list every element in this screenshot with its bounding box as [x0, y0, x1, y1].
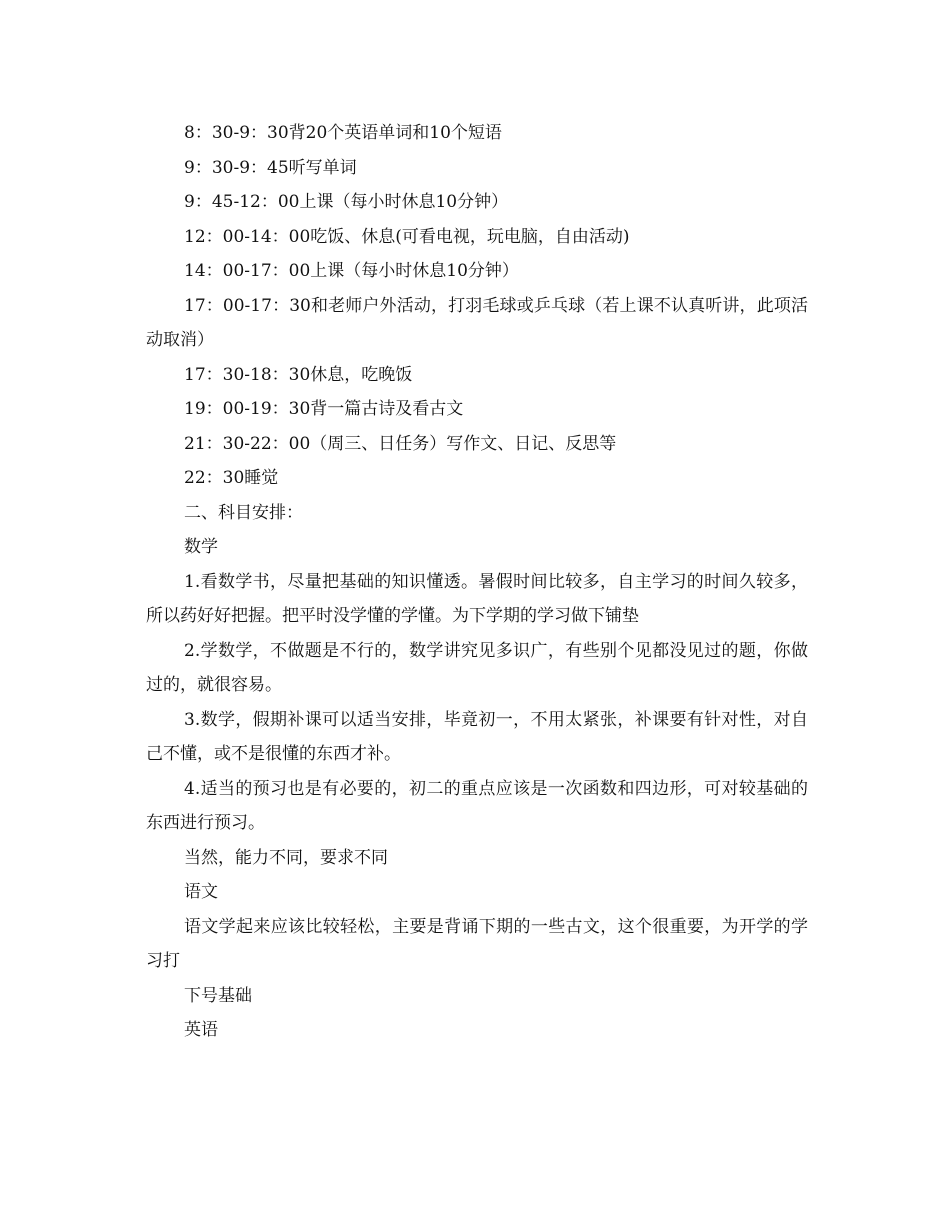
subject-heading-math: 数学 — [184, 537, 218, 557]
schedule-item-0830: 8：30-9：30背20个英语单词和10个短语 — [184, 123, 502, 143]
schedule-item-0945: 9：45-12：00上课（每小时休息10分钟） — [184, 192, 509, 212]
math-point-3: 3.数学，假期补课可以适当安排，毕竟初一，不用太紧张，补课要有针对性，对自己不懂，或不是很懂的东西才补。 — [146, 709, 808, 764]
schedule-item-1400: 14：00-17：00上课（每小时休息10分钟） — [184, 261, 519, 281]
chinese-paragraph-continued: 下号基础 — [184, 985, 252, 1006]
math-point-4: 4.适当的预习也是有必要的，初二的重点应该是一次函数和四边形，可对较基础的东西进行预习。 — [146, 778, 808, 833]
math-point-2: 2.学数学，不做题是不行的，数学讲究见多识广，有些别个见都没见过的题，你做过的，就很容易。 — [146, 640, 808, 695]
schedule-item-1900: 19：00-19：30背一篇古诗及看古文 — [184, 399, 464, 419]
math-note: 当然，能力不同，要求不同 — [184, 847, 388, 868]
subject-heading-english: 英语 — [184, 1020, 218, 1040]
math-point-1: 1.看数学书，尽量把基础的知识懂透。暑假时间比较多，自主学习的时间久较多，所以药好好把握。把平时没学懂的学懂。为下学期的学习做下铺垫 — [146, 571, 808, 626]
schedule-item-1700: 17：00-17：30和老师户外活动，打羽毛球或乒乓球（若上课不认真听讲，此项活动取消） — [146, 295, 808, 350]
chinese-paragraph: 语文学起来应该比较轻松，主要是背诵下期的一些古文，这个很重要，为开学的学习打 — [146, 916, 808, 971]
schedule-item-1200: 12：00-14：00吃饭、休息(可看电视，玩电脑，自由活动) — [184, 226, 630, 247]
document-body — [146, 116, 808, 1048]
subject-heading-chinese: 语文 — [184, 882, 218, 902]
section-heading-subjects: 二、科目安排： — [184, 502, 303, 523]
schedule-item-2130: 21：30-22：00（周三、日任务）写作文、日记、反思等 — [184, 433, 617, 454]
schedule-item-2230: 22：30睡觉 — [184, 468, 279, 488]
schedule-item-1730: 17：30-18：30休息，吃晚饭 — [184, 364, 413, 385]
schedule-item-0930: 9：30-9：45听写单词 — [184, 157, 357, 178]
